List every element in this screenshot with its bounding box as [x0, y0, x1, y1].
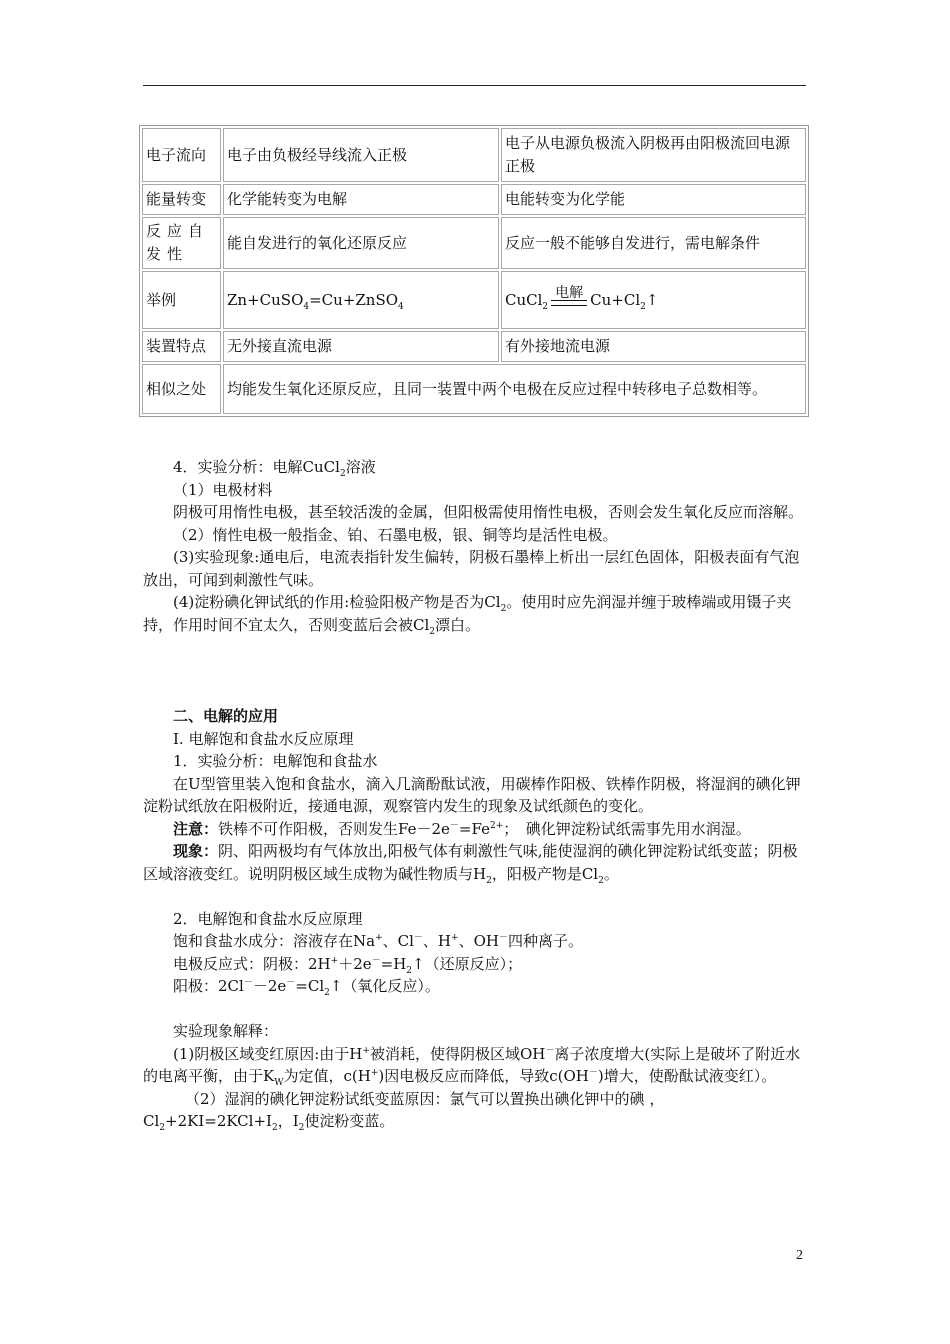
- paragraph: [143, 1043, 808, 1088]
- sup: －: [286, 978, 296, 988]
- sub: 2: [159, 1123, 166, 1133]
- note: [143, 818, 808, 841]
- similarity-cell: 均能发生氧化还原反应，且同一装置中两个电极在反应过程中转移电子总数相等。: [223, 364, 806, 414]
- spacer: [143, 885, 808, 908]
- sub: 2: [298, 1123, 305, 1133]
- sup: －: [413, 933, 423, 943]
- text: Cl: [143, 1112, 160, 1130]
- eq-sub: 4: [303, 301, 310, 312]
- sup: －: [449, 820, 459, 831]
- paragraph: (3)实验现象:通电后，电流表指针发生偏转，阴极石墨棒上析出一层红色固体，阳极表面有气泡放出，可闻到刺激性气味。: [143, 548, 800, 589]
- paragraph: [143, 953, 808, 976]
- text: 阴、阳两极均有气体放出,阳极气体有刺激性气味,能使湿润的碘化钾淀粉试纸变蓝；阴极区域溶液变红。说明阴极区域生成物为碱性物质与H: [143, 842, 798, 883]
- part-2: [143, 705, 808, 1133]
- phenomenon: [143, 840, 808, 885]
- sup: －: [371, 955, 381, 966]
- eq-part: Cu+Cl: [590, 290, 641, 309]
- text: ＋2e: [338, 954, 372, 973]
- text: 被消耗，使得阴极区域OH: [369, 1044, 546, 1063]
- sub: W: [274, 1078, 284, 1088]
- text: (4)淀粉碘化钾试纸的作用:检验阳极产物是否为Cl: [173, 593, 501, 611]
- text: ↑（氧化反应）。: [329, 977, 440, 995]
- paragraph: [143, 975, 808, 998]
- electrolytic-cell: 电能转变为化学能: [501, 184, 806, 215]
- text: (1)阴极区域变红原因:由于H: [173, 1044, 363, 1063]
- text: 饱和食盐水成分：溶液存在Na: [173, 932, 376, 950]
- sup: +: [451, 933, 459, 943]
- sub: 2: [500, 604, 507, 614]
- comparison-table: [139, 125, 809, 417]
- table-row: [142, 364, 806, 414]
- text: ； 碘化钾淀粉试纸需事先用水润湿。: [503, 819, 751, 838]
- galvanic-cell: 无外接直流电源: [223, 331, 499, 362]
- text: 溶液: [345, 458, 376, 476]
- label: 注意：: [173, 819, 219, 838]
- sup: +: [375, 933, 383, 943]
- page-number: 2: [796, 1248, 803, 1263]
- label: 现象：: [173, 842, 219, 860]
- electrolytic-cell: 有外接地流电源: [501, 331, 806, 362]
- sup: +: [362, 1045, 370, 1056]
- table-row: [142, 128, 806, 182]
- paragraph: [143, 591, 808, 636]
- sup: －: [588, 1068, 598, 1078]
- sub: 2: [598, 875, 604, 886]
- table-row: [142, 217, 806, 269]
- sup: －: [545, 1045, 555, 1056]
- sup: －: [243, 978, 253, 988]
- text: 使淀粉变蓝。: [304, 1112, 395, 1130]
- text: 、OH: [458, 932, 499, 950]
- paragraph: 阴极可用惰性电极，甚至较活泼的金属，但阳极需使用惰性电极，否则会发生氧化反应而溶解。: [173, 503, 804, 521]
- text: 漂白。: [435, 615, 481, 634]
- header-rule: [143, 85, 806, 86]
- row-label: 相似之处: [142, 364, 221, 414]
- text: 、H: [422, 932, 452, 950]
- equation: [143, 1110, 808, 1133]
- eq-part: =Cu+ZnSO: [309, 290, 399, 309]
- electrolytic-cell: 反应一般不能够自发进行，需电解条件: [501, 217, 806, 269]
- electrolytic-cell: 电子从电源负极流入阴极再由阳极流回电源正极: [501, 128, 806, 182]
- eq-part: Zn+CuSO: [227, 290, 304, 309]
- sup: －: [498, 933, 508, 943]
- text: =H: [380, 954, 407, 973]
- row-label: 电子流向: [142, 128, 221, 182]
- text: )因电极反应而降低，导致c(OH: [378, 1067, 589, 1085]
- subheading: 2．电解饱和食盐水反应原理: [173, 909, 363, 928]
- text: )增大，使酚酞试液变红）。: [597, 1067, 777, 1085]
- galvanic-example: [223, 271, 499, 329]
- text: ，I: [277, 1112, 299, 1130]
- text: 。使用时应先润湿并缠于玻棒端或用镊子夹持，作用时间不宜太久，否则变蓝后会被Cl: [143, 593, 792, 634]
- sub: 2: [339, 469, 346, 479]
- eq-sub: 2: [542, 301, 549, 312]
- text: 为定值，c(H: [283, 1067, 371, 1085]
- text: 电极反应式：阴极：2H: [173, 954, 331, 973]
- galvanic-cell: 化学能转变为电解: [223, 184, 499, 215]
- row-label: 反应自发性: [142, 217, 221, 269]
- text: 铁棒不可作阳极，否则发生Fe－2e: [218, 819, 450, 838]
- electrolytic-example: [501, 271, 806, 329]
- text: 四种离子。: [507, 932, 583, 950]
- paragraph: [143, 930, 808, 953]
- section-4: [143, 456, 808, 636]
- eq-sub: 2: [640, 301, 646, 312]
- eq-part: CuCl: [505, 290, 543, 309]
- eq-sub: 4: [398, 301, 404, 312]
- table-row: [142, 184, 806, 215]
- row-label: 举例: [142, 271, 221, 329]
- galvanic-cell: 能自发进行的氧化还原反应: [223, 217, 499, 269]
- text: 离子浓度增大(实际上是破坏了附近水的电离平衡，由于K: [143, 1044, 801, 1085]
- text: 。: [603, 864, 619, 883]
- equal-sign: [551, 300, 587, 306]
- sup: +: [370, 1068, 379, 1078]
- table-row: [142, 331, 806, 362]
- galvanic-cell: 电子由负极经导线流入正极: [223, 128, 499, 182]
- table-row: [142, 271, 806, 329]
- sub: 2: [406, 965, 413, 976]
- subheading: （1）电极材料: [173, 480, 273, 499]
- sub: 2: [271, 1123, 278, 1133]
- row-label: 装置特点: [142, 331, 221, 362]
- sub: 2: [429, 626, 436, 637]
- section-heading: 二、电解的应用: [173, 707, 279, 725]
- subheading: Ⅰ. 电解饱和食盐水反应原理: [173, 729, 354, 748]
- subheading: 实验现象解释：: [173, 1022, 279, 1040]
- paragraph: 在U型管里装入饱和食盐水，滴入几滴酚酞试液，用碳棒作阳极、铁棒作阴极，将湿润的碘化钾淀粉试纸放在阳极附近，接通电源，观察管内发生的现象及试纸颜色的变化。: [143, 774, 801, 815]
- electrolysis-condition: [551, 286, 587, 306]
- text: +2KI=2KCl+I: [165, 1112, 272, 1130]
- text: －2e: [252, 977, 287, 995]
- text: =Cl: [295, 977, 325, 995]
- text: 阳极：2Cl: [173, 977, 244, 995]
- gas-arrow: ↑: [645, 290, 659, 309]
- sub: 2: [324, 988, 330, 998]
- text: =Fe: [458, 819, 490, 838]
- row-label: 能量转变: [142, 184, 221, 215]
- text: 、Cl: [382, 932, 414, 950]
- text: 4．实验分析：电解CuCl: [173, 458, 340, 476]
- sub: 2: [486, 875, 492, 886]
- text: ↑（还原反应）；: [412, 954, 523, 973]
- section-title: [143, 456, 808, 479]
- sup: +: [330, 955, 339, 966]
- subheading: 1．实验分析：电解饱和食盐水: [173, 752, 378, 770]
- spacer: [143, 998, 808, 1021]
- condition-label: 电解: [555, 284, 584, 301]
- paragraph: （2）湿润的碘化钾淀粉试纸变蓝原因：氯气可以置换出碘化钾中的碘 ，: [185, 1089, 665, 1108]
- paragraph: （2）惰性电极一般指金、铂、石墨电极，银、铜等均是活性电极。: [173, 525, 618, 544]
- sup: 2+: [489, 820, 504, 831]
- text: ，阳极产物是Cl: [491, 864, 599, 883]
